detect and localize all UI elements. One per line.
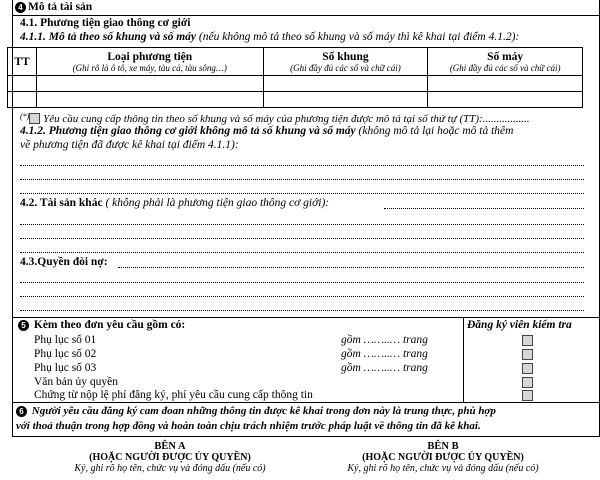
- table-cell-tt[interactable]: [8, 92, 37, 108]
- party-b-title: BÊN B: [427, 441, 459, 452]
- party-a-sign-note: Ký, ghi rõ họ tên, chức vụ và đóng dấu (nếu có): [74, 463, 266, 474]
- section6-number-icon: 6: [16, 406, 27, 417]
- s411-note: (nếu không mô tả theo số khung và số máy thì kê khai tại điểm 4.1.2):: [196, 31, 520, 43]
- party-b-sign-note: Ký, ghi rõ họ tên, chức vụ và đóng dấu (nếu có): [347, 463, 539, 474]
- section4-title: Mô tả tài sản: [28, 1, 93, 13]
- vehicle-table-header-row: [8, 48, 583, 76]
- s411-line: [20, 31, 519, 44]
- s43-title: 4.3.Quyền đòi nợ:: [20, 256, 108, 268]
- col-chassis-header: Số khung (Ghi đầy đủ các số và chữ cái): [263, 48, 428, 76]
- table-cell-engine[interactable]: [428, 92, 583, 108]
- attachment-label: Chứng từ nộp lệ phí đăng ký, phí yêu cầu cung cấp thông tin: [34, 389, 313, 401]
- s412-line1: [20, 125, 513, 138]
- s43-dotted-line[interactable]: [20, 282, 584, 283]
- vehicle-table: [7, 47, 583, 108]
- party-a-title: BÊN A: [154, 441, 186, 452]
- s42-line: [20, 197, 329, 210]
- section6-line1: [16, 405, 496, 418]
- s42-dotted-line[interactable]: [20, 238, 584, 239]
- table-row: [8, 92, 583, 108]
- request-info-mark: (*): [20, 112, 30, 121]
- attachment-check-3[interactable]: [522, 363, 533, 374]
- s411-title: 4.1.1. Mô tả theo số khung và số máy: [20, 31, 197, 43]
- section6-line2: với thoả thuận trong hợp đồng và hoàn toàn chịu trách nhiệm trước pháp luật về thông tin đã kê khai.: [16, 420, 481, 432]
- attachment-check-2[interactable]: [522, 349, 533, 360]
- attachment-label: Phụ lục số 03: [34, 362, 97, 374]
- table-cell-chassis[interactable]: [263, 76, 428, 92]
- s43-dotted-line[interactable]: [20, 310, 584, 311]
- officer-column-title: Đăng ký viên kiểm tra: [467, 319, 572, 331]
- request-info-checkbox[interactable]: [29, 113, 40, 124]
- attachment-check-5[interactable]: [522, 390, 533, 401]
- section6-text-1: Người yêu cầu đăng ký cam đoan những thông tin được kê khai trong đơn này là trung thực, phù hợp: [29, 405, 496, 417]
- section4-number-icon: 4: [15, 2, 26, 13]
- s43-dotted-line[interactable]: [20, 296, 584, 297]
- s42-dotted-line[interactable]: [20, 252, 584, 253]
- request-info-line: [20, 110, 529, 126]
- section5-title: Kèm theo đơn yêu cầu gồm có:: [31, 319, 186, 331]
- officer-column-divider: [463, 317, 464, 402]
- s42-dotted-line[interactable]: [20, 224, 584, 225]
- attachment-label: Phụ lục số 01: [34, 334, 97, 346]
- col-engine-header: Số máy (Ghi đầy đủ các số và chữ cái): [428, 48, 583, 76]
- s412-dotted-line[interactable]: [20, 193, 584, 194]
- table-cell-vehicle-type[interactable]: [36, 92, 263, 108]
- s41-title: 4.1. Phương tiện giao thông cơ giới: [20, 17, 191, 29]
- col-tt-header: TT: [8, 48, 37, 76]
- s412-dotted-line[interactable]: [20, 179, 584, 180]
- col-vehicle-type-header: Loại phương tiện (Ghi rõ là ô tô, xe máy, tàu cá, tàu sông…): [36, 48, 263, 76]
- attachment-label: Văn bản ủy quyền: [34, 376, 118, 388]
- table-cell-engine[interactable]: [428, 76, 583, 92]
- attachment-check-1[interactable]: [522, 335, 533, 346]
- party-a-subtitle: (HOẶC NGƯỜI ĐƯỢC ỦY QUYỀN): [89, 452, 251, 463]
- s42-title: 4.2. Tài sản khác: [20, 197, 103, 209]
- attachment-page-count[interactable]: gồm ……..… trang: [341, 348, 428, 360]
- s43-dotted-line[interactable]: [118, 267, 584, 268]
- table-cell-tt[interactable]: [8, 76, 37, 92]
- attachment-check-4[interactable]: [522, 377, 533, 388]
- s42-dotted-line[interactable]: [384, 208, 584, 209]
- section5-number-icon: 5: [18, 320, 29, 331]
- party-b-subtitle: (HOẶC NGƯỜI ĐƯỢC ỦY QUYỀN): [362, 452, 524, 463]
- section4-heading: [15, 1, 92, 14]
- section4-divider: [12, 15, 600, 16]
- attachment-page-count[interactable]: gồm ……..… trang: [341, 362, 428, 374]
- attachment-page-count[interactable]: gồm ……..… trang: [341, 334, 428, 346]
- s412-title: 4.1.2. Phương tiện giao thông cơ giới không mô tả số khung và số máy: [20, 125, 356, 137]
- s412-note-2: về phương tiện đã được kê khai tại điểm 4.1.1):: [20, 139, 239, 151]
- table-cell-vehicle-type[interactable]: [36, 76, 263, 92]
- section5-heading: [18, 319, 185, 332]
- request-info-text: Yêu cầu cung cấp thông tin theo số khung và số máy của phương tiện được mô tả tại số thứ tự (TT):.................: [40, 113, 530, 125]
- attachment-label: Phụ lục số 02: [34, 348, 97, 360]
- table-row: [8, 76, 583, 92]
- section6-divider: [12, 402, 600, 403]
- s412-dotted-line[interactable]: [20, 165, 584, 166]
- section5-divider: [12, 317, 600, 318]
- s42-note: ( không phải là phương tiện giao thông cơ giới):: [102, 197, 330, 209]
- s412-note-1: (không mô tả lại hoặc mô tả thêm: [355, 125, 514, 137]
- table-cell-chassis[interactable]: [263, 92, 428, 108]
